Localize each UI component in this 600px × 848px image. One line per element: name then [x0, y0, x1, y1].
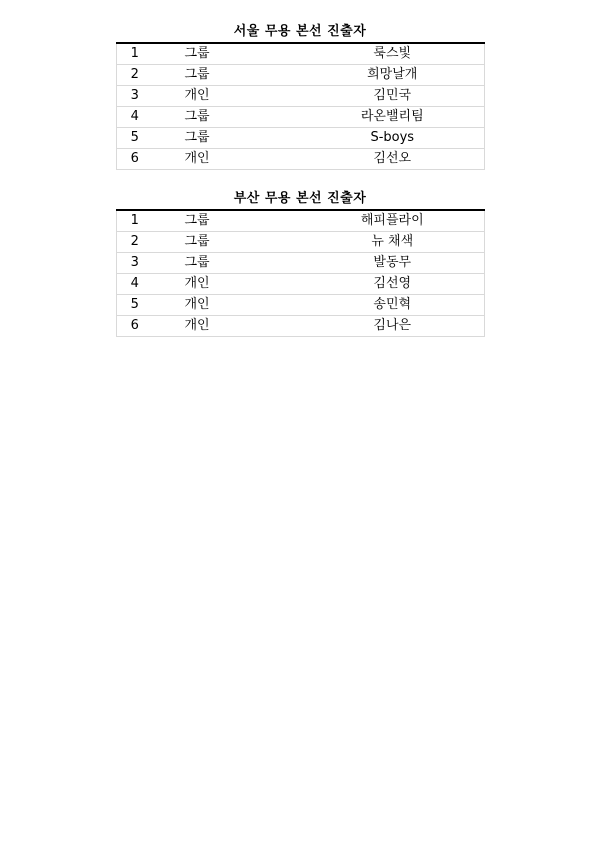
rank-cell: 3: [117, 86, 185, 107]
rank-cell: 4: [117, 274, 185, 295]
name-cell: 발동무: [253, 253, 485, 274]
name-cell: 김나은: [253, 316, 485, 337]
type-cell: 그룹: [185, 65, 253, 86]
table-row: [117, 274, 485, 295]
name-cell: 희망날개: [253, 65, 485, 86]
seoul-finalists-table: [116, 42, 485, 170]
rank-cell: 4: [117, 107, 185, 128]
table-row: [117, 232, 485, 253]
name-cell: S-boys: [253, 128, 485, 149]
table-row: [117, 43, 485, 65]
table-row: [117, 128, 485, 149]
type-cell: 그룹: [185, 107, 253, 128]
table-row: [117, 149, 485, 170]
rank-cell: 3: [117, 253, 185, 274]
busan-finalists-table: [116, 209, 485, 337]
seoul-finalists-section: [116, 22, 484, 170]
table-row: [117, 295, 485, 316]
rank-cell: 6: [117, 149, 185, 170]
rank-cell: 2: [117, 232, 185, 253]
name-cell: 라온밸리팀: [253, 107, 485, 128]
table-row: [117, 210, 485, 232]
type-cell: 개인: [185, 274, 253, 295]
table-row: [117, 65, 485, 86]
name-cell: 송민혁: [253, 295, 485, 316]
name-cell: 김민국: [253, 86, 485, 107]
type-cell: 그룹: [185, 232, 253, 253]
rank-cell: 6: [117, 316, 185, 337]
rank-cell: 5: [117, 128, 185, 149]
rank-cell: 1: [117, 210, 185, 232]
type-cell: 개인: [185, 86, 253, 107]
busan-finalists-section: [116, 189, 484, 337]
type-cell: 개인: [185, 149, 253, 170]
type-cell: 그룹: [185, 128, 253, 149]
name-cell: 룩스빛: [253, 43, 485, 65]
table-row: [117, 316, 485, 337]
table-row: [117, 86, 485, 107]
rank-cell: 2: [117, 65, 185, 86]
type-cell: 그룹: [185, 43, 253, 65]
seoul-section-title: 서울 무용 본선 진출자: [233, 24, 367, 39]
type-cell: 그룹: [185, 253, 253, 274]
busan-section-title: 부산 무용 본선 진출자: [233, 191, 367, 206]
name-cell: 해피플라이: [253, 210, 485, 232]
table-row: [117, 253, 485, 274]
type-cell: 개인: [185, 316, 253, 337]
name-cell: 뉴 채색: [253, 232, 485, 253]
type-cell: 그룹: [185, 210, 253, 232]
name-cell: 김선영: [253, 274, 485, 295]
type-cell: 개인: [185, 295, 253, 316]
rank-cell: 5: [117, 295, 185, 316]
rank-cell: 1: [117, 43, 185, 65]
table-row: [117, 107, 485, 128]
name-cell: 김선오: [253, 149, 485, 170]
